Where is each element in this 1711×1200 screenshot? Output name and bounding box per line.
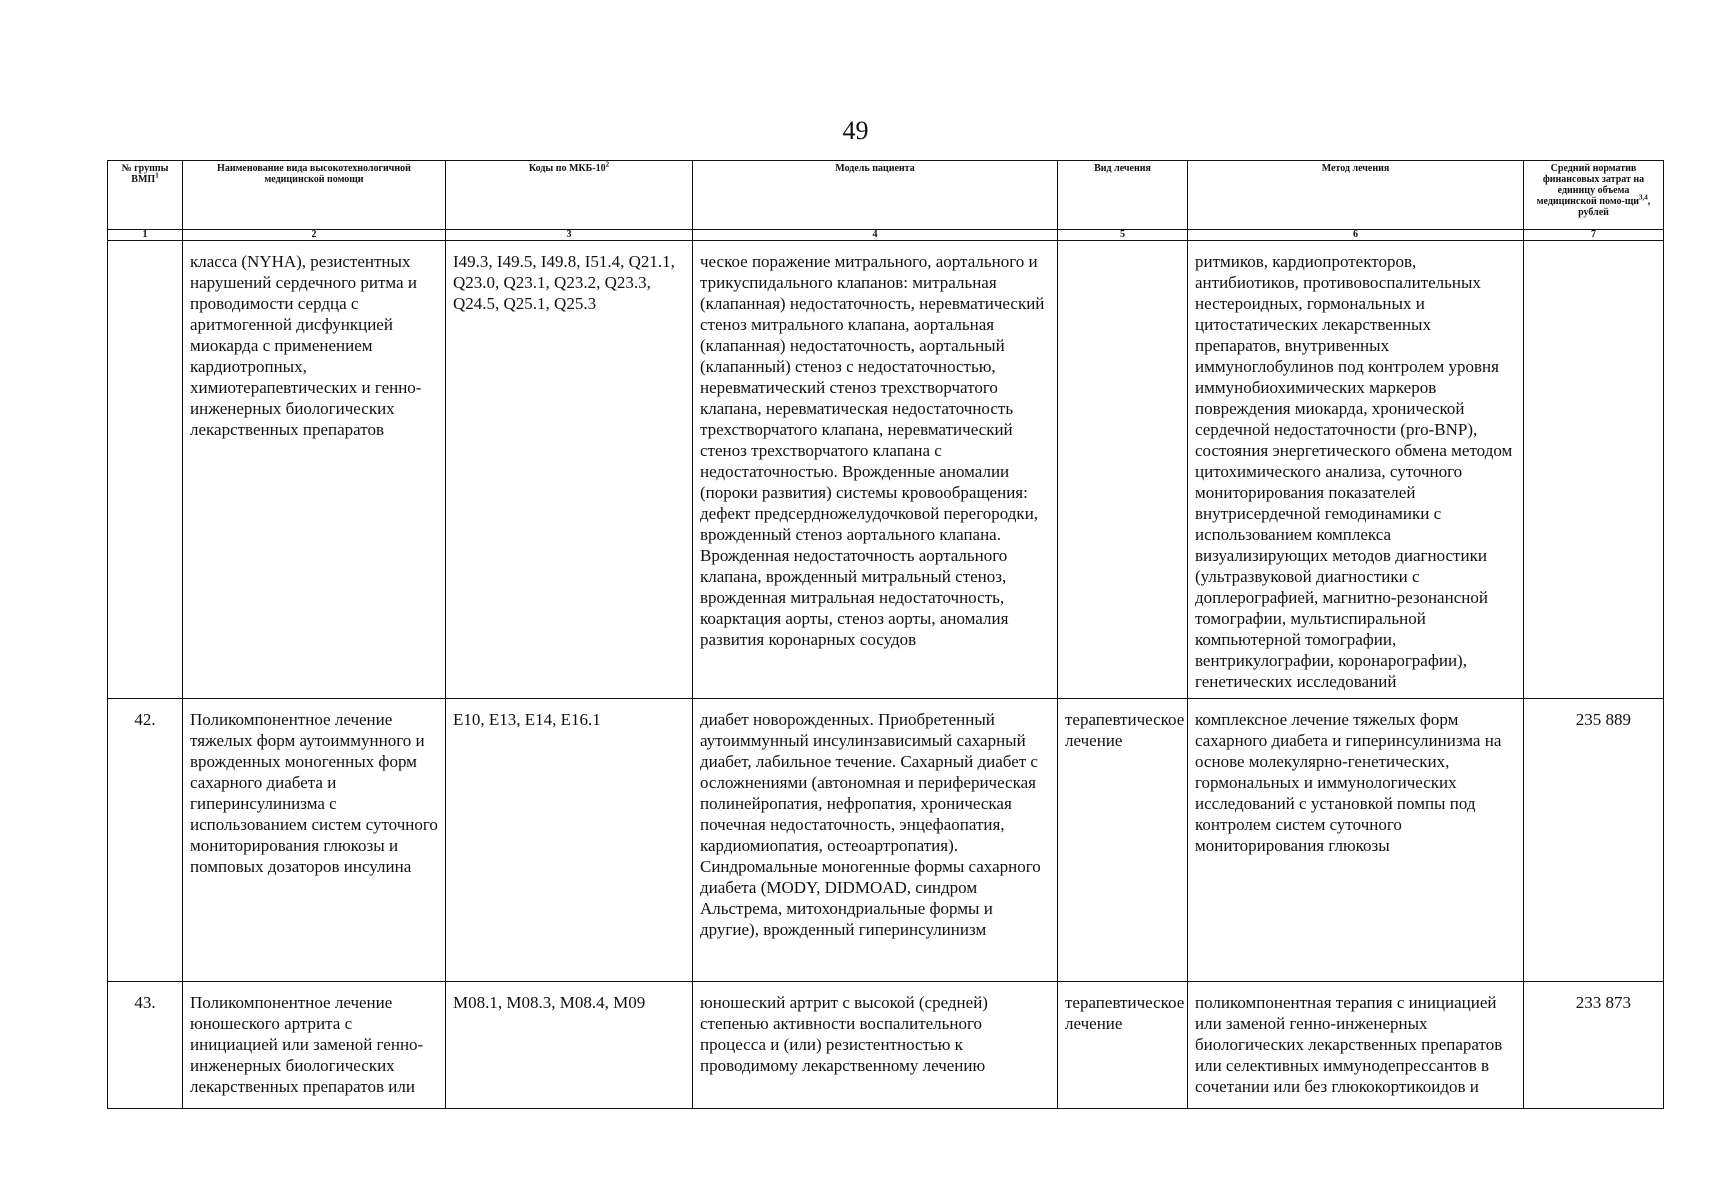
table-header-row (108, 161, 1664, 230)
treatment-method: комплексное лечение тяжелых форм сахарного диабета и гиперинсулинизма на основе молекулярно-генетических, гормональных и иммунологических исследований с установкой помпы под контролем систем суточного мониторирования глюкозы (1188, 699, 1524, 982)
column-number: 3 (446, 230, 693, 241)
table-row (108, 699, 1664, 982)
header-icd-codes: Коды по МКБ-$10^2$ (446, 161, 693, 230)
group-number: 42. (108, 699, 183, 982)
cost-norm (1524, 241, 1664, 699)
column-number: 5 (1058, 230, 1188, 241)
group-number (108, 241, 183, 699)
care-type-name: Поликомпонентное лечение юношеского артрита с инициацией или заменой генно-инженерных биологических лекарственных препаратов или (183, 982, 446, 1109)
header-group-number: № группы ВМП$^1$ (108, 161, 183, 230)
table-row (108, 241, 1664, 699)
patient-model: юношеский артрит с высокой (средней) степенью активности воспалительного процесса и (или) резистентностью к проводимому лекарственному лечению (693, 982, 1058, 1109)
cost-norm: 233 873 (1524, 982, 1664, 1109)
column-number: 4 (693, 230, 1058, 241)
treatment-method: поликомпонентная терапия с инициацией или заменой генно-инженерных биологических лекарственных препаратов или селективных иммунодепрессантов в сочетании или без глюкокортикоидов и (1188, 982, 1524, 1109)
care-type-name: Поликомпонентное лечение тяжелых форм аутоиммунного и врожденных моногенных форм сахарного диабета и гиперинсулинизма с использованием систем суточного мониторирования глюкозы и помповых дозаторов инсулина (183, 699, 446, 982)
icd-codes: I49.3, I49.5, I49.8, I51.4, Q21.1, Q23.0, Q23.1, Q23.2, Q23.3, Q24.5, Q25.1, Q25.3 (446, 241, 693, 699)
care-type-name: класса (NYHA), резистентных нарушений сердечного ритма и проводимости сердца с аритмогенной дисфункцией миокарда с применением кардиотропных, химиотерапевтических и генно-инженерных биологических лекарственных препаратов (183, 241, 446, 699)
cost-norm: 235 889 (1524, 699, 1664, 982)
patient-model: ческое поражение митрального, аортального и трикуспидального клапанов: митральная (клапанная) недостаточность, неревматический стеноз митрального клапана, аортальная (клапанная) недостаточность, аортальный (клапанный) стеноз с недостаточностью, неревматический стеноз трехстворчатого клапана, неревматическая недостаточность трехстворчатого клапана, неревматический стеноз трехстворчатого клапана с недостаточностью. Врожденные аномалии (пороки развития) системы кровообращения: дефект предсердножелудочковой перегородки, врожденный стеноз аортального клапана. Врожденная недостаточность аортального клапана, врожденный митральный стеноз, врожденная митральная недостаточность, коарктация аорты, стеноз аорты, аномалия развития коронарных сосудов (693, 241, 1058, 699)
treatment-type: терапевтическое лечение (1058, 699, 1188, 982)
column-number: 1 (108, 230, 183, 241)
vmp-table (107, 160, 1664, 1109)
icd-codes: E10, E13, E14, E16.1 (446, 699, 693, 982)
column-number-row (108, 230, 1664, 241)
header-cost-norm: Средний норматив финансовых затрат на единицу объема медицинской помо-щи$^{3,4}$, рублей (1524, 161, 1664, 230)
treatment-type: терапевтическое лечение (1058, 982, 1188, 1109)
column-number: 7 (1524, 230, 1664, 241)
header-treatment-method: Метод лечения (1188, 161, 1524, 230)
group-number: 43. (108, 982, 183, 1109)
icd-codes: M08.1, M08.3, M08.4, M09 (446, 982, 693, 1109)
column-number: 6 (1188, 230, 1524, 241)
treatment-type (1058, 241, 1188, 699)
page-number: 49 (842, 116, 869, 145)
table-row (108, 982, 1664, 1109)
header-patient-model: Модель пациента (693, 161, 1058, 230)
column-number: 2 (183, 230, 446, 241)
patient-model: диабет новорожденных. Приобретенный аутоиммунный инсулинзависимый сахарный диабет, лабильное течение. Сахарный диабет с осложнениями (автономная и периферическая полинейропатия, нефропатия, хроническая почечная недостаточность, энцефаопатия, кардиомиопатия, остеоартропатия). Синдромальные моногенные формы сахарного диабета (MODY, DIDMOAD, синдром Альстрема, митохондриальные формы и другие), врожденный гиперинсулинизм (693, 699, 1058, 982)
header-treatment-type: Вид лечения (1058, 161, 1188, 230)
treatment-method: ритмиков, кардиопротекторов, антибиотиков, противовоспалительных нестероидных, гормональных и цитостатических лекарственных препаратов, внутривенных иммуноглобулинов под контролем уровня иммунобиохимических маркеров повреждения миокарда, хронической сердечной недостаточности (pro-BNP), состояния энергетического обмена методом цитохимического анализа, суточного мониторирования показателей внутрисердечной гемодинамики с использованием комплекса визуализирующих методов диагностики (ультразвуковой диагностики с доплерографией, магнитно-резонансной томографии, мультиспиральной компьютерной томографии, вентрикулографии, коронарографии), генетических исследований (1188, 241, 1524, 699)
header-care-type-name: Наименование вида высокотехнологичной медицинской помощи (183, 161, 446, 230)
